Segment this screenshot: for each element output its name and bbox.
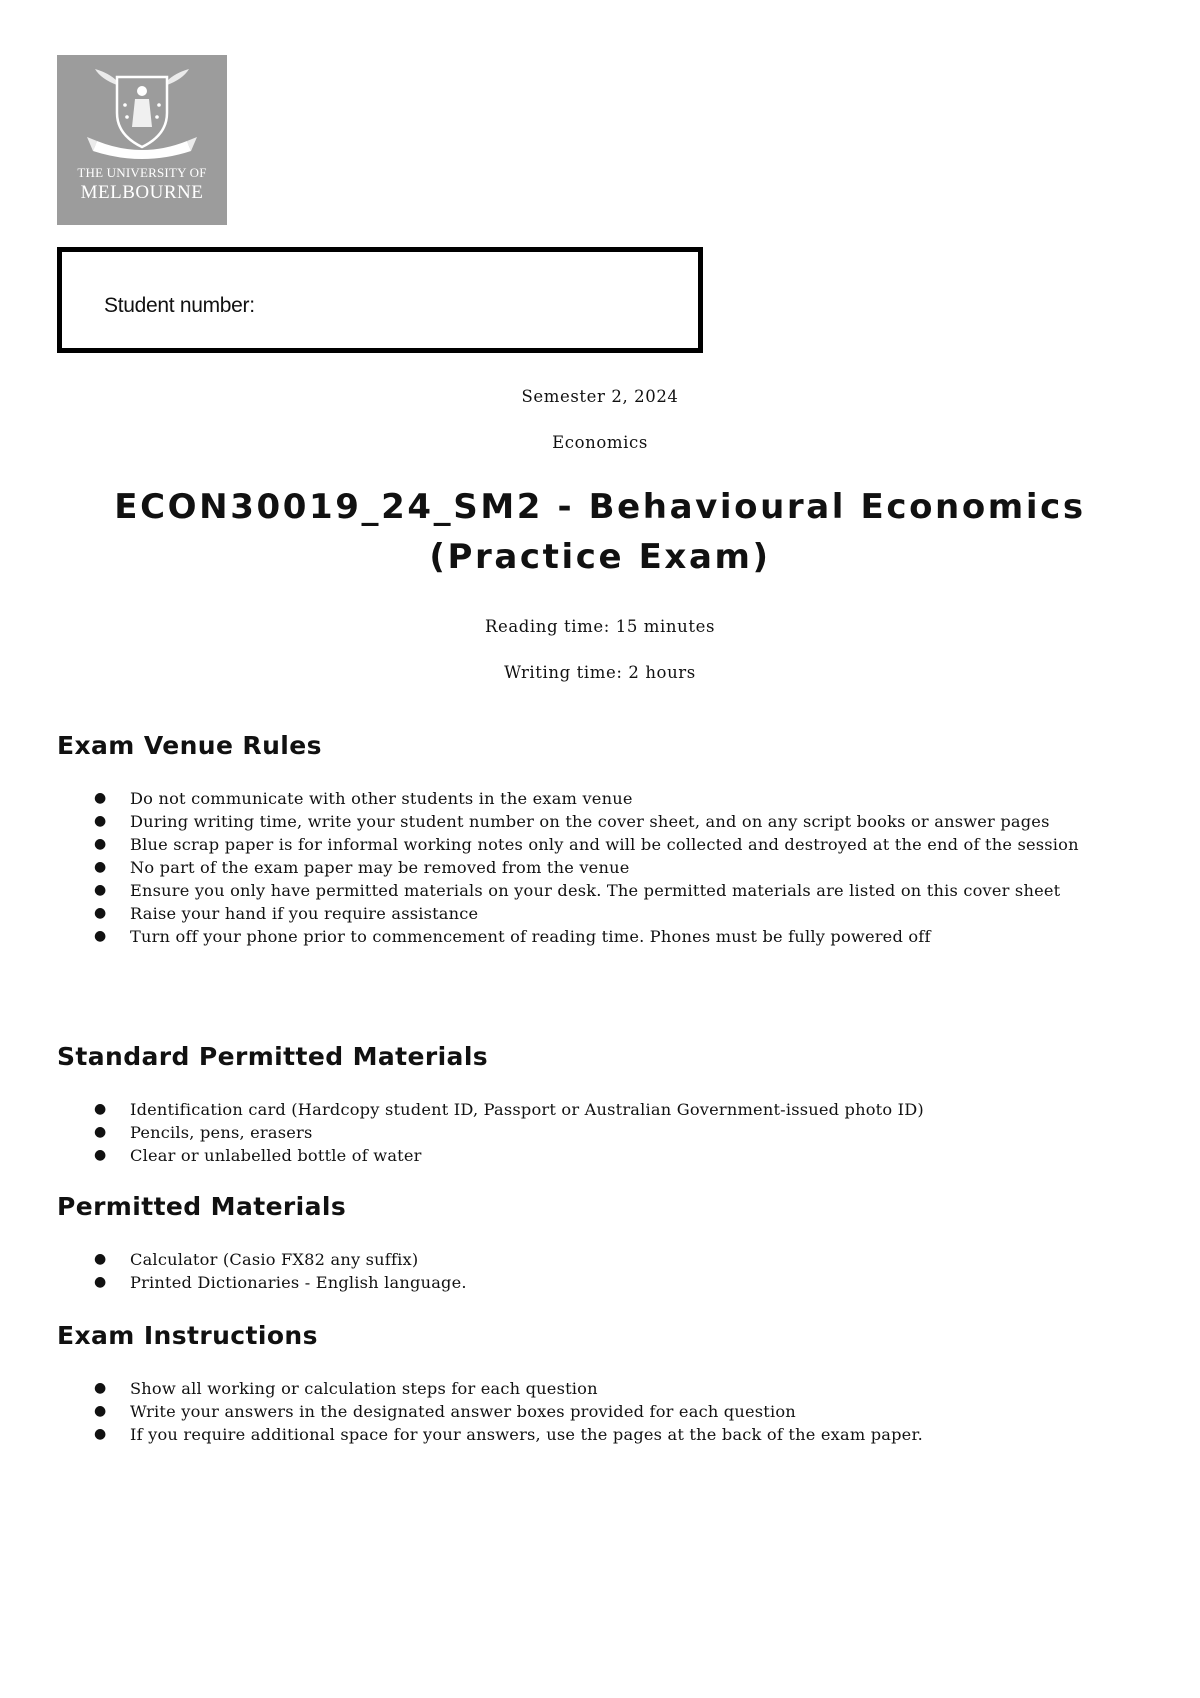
list-item bbox=[57, 834, 1157, 856]
list-item bbox=[57, 857, 1157, 879]
list-item-text: If you require additional space for your answers, use the pages at the back of the exam paper. bbox=[130, 1425, 923, 1444]
faculty: Economics bbox=[552, 433, 648, 452]
list-item-text: Do not communicate with other students in the exam venue bbox=[130, 789, 633, 808]
list-item-text: Write your answers in the designated answer boxes provided for each question bbox=[130, 1402, 796, 1421]
list-item bbox=[57, 811, 1157, 833]
instructions-list bbox=[57, 1378, 1157, 1447]
writing-time: Writing time: 2 hours bbox=[504, 663, 696, 682]
exam-title-line1: ECON30019_24_SM2 - Behavioural Economics bbox=[114, 487, 1086, 527]
bullet-icon: ● bbox=[94, 1101, 107, 1117]
list-item-text: Calculator (Casio FX82 any suffix) bbox=[130, 1250, 419, 1269]
list-item bbox=[57, 1378, 1157, 1400]
list-item-text: Pencils, pens, erasers bbox=[130, 1123, 313, 1142]
list-item bbox=[57, 1122, 1157, 1144]
instructions-heading: Exam Instructions bbox=[57, 1321, 318, 1350]
bullet-icon: ● bbox=[94, 813, 107, 829]
standard-materials-heading: Standard Permitted Materials bbox=[57, 1042, 489, 1071]
list-item-text: Raise your hand if you require assistance bbox=[130, 904, 479, 923]
permitted-materials-heading: Permitted Materials bbox=[57, 1192, 347, 1221]
bullet-icon: ● bbox=[94, 859, 107, 875]
list-item-text: Turn off your phone prior to commencement of reading time. Phones must be fully powered off bbox=[130, 927, 931, 946]
student-number-box[interactable] bbox=[57, 247, 703, 353]
standard-materials-list bbox=[57, 1099, 1157, 1168]
list-item-text: Show all working or calculation steps for each question bbox=[130, 1379, 598, 1398]
bullet-icon: ● bbox=[94, 1274, 107, 1290]
list-item bbox=[57, 1249, 1157, 1271]
bullet-icon: ● bbox=[94, 882, 107, 898]
list-item-text: Printed Dictionaries - English language. bbox=[130, 1273, 467, 1292]
bullet-icon: ● bbox=[94, 905, 107, 921]
permitted-materials-list bbox=[57, 1249, 1157, 1295]
bullet-icon: ● bbox=[94, 928, 107, 944]
bullet-icon: ● bbox=[94, 790, 107, 806]
list-item-text: Clear or unlabelled bottle of water bbox=[130, 1146, 422, 1165]
venue-rules-heading: Exam Venue Rules bbox=[57, 731, 322, 760]
bullet-icon: ● bbox=[94, 1251, 107, 1267]
list-item bbox=[57, 1145, 1157, 1167]
bullet-icon: ● bbox=[94, 1380, 107, 1396]
list-item-text: During writing time, write your student number on the cover sheet, and on any script books or answer pages bbox=[130, 812, 1050, 831]
list-item bbox=[57, 1099, 1157, 1121]
bullet-icon: ● bbox=[94, 836, 107, 852]
list-item bbox=[57, 880, 1157, 902]
list-item-text: Identification card (Hardcopy student ID, Passport or Australian Government-issued photo ID) bbox=[130, 1100, 924, 1119]
venue-rules-list bbox=[57, 788, 1157, 949]
exam-title bbox=[0, 482, 1200, 582]
list-item bbox=[57, 903, 1157, 925]
exam-title-line2: (Practice Exam) bbox=[429, 537, 771, 577]
logo-line2: MELBOURNE bbox=[80, 182, 204, 203]
list-item bbox=[57, 1424, 1157, 1446]
list-item bbox=[57, 788, 1157, 810]
bullet-icon: ● bbox=[94, 1147, 107, 1163]
list-item-text: Blue scrap paper is for informal working notes only and will be collected and destroyed at the end of the session bbox=[130, 835, 1079, 854]
semester: Semester 2, 2024 bbox=[521, 387, 679, 406]
list-item-text: No part of the exam paper may be removed from the venue bbox=[130, 858, 630, 877]
bullet-icon: ● bbox=[94, 1403, 107, 1419]
reading-time: Reading time: 15 minutes bbox=[484, 617, 716, 636]
university-logo bbox=[57, 55, 227, 225]
list-item-text: Ensure you only have permitted materials on your desk. The permitted materials are listed on this cover sheet bbox=[130, 881, 1061, 900]
logo-line1: THE UNIVERSITY OF bbox=[77, 165, 207, 180]
list-item bbox=[57, 1401, 1157, 1423]
bullet-icon: ● bbox=[94, 1124, 107, 1140]
crest-icon bbox=[57, 55, 227, 165]
list-item bbox=[57, 1272, 1157, 1294]
student-number-label: Student number: bbox=[104, 294, 255, 317]
bullet-icon: ● bbox=[94, 1426, 107, 1442]
list-item bbox=[57, 926, 1157, 948]
